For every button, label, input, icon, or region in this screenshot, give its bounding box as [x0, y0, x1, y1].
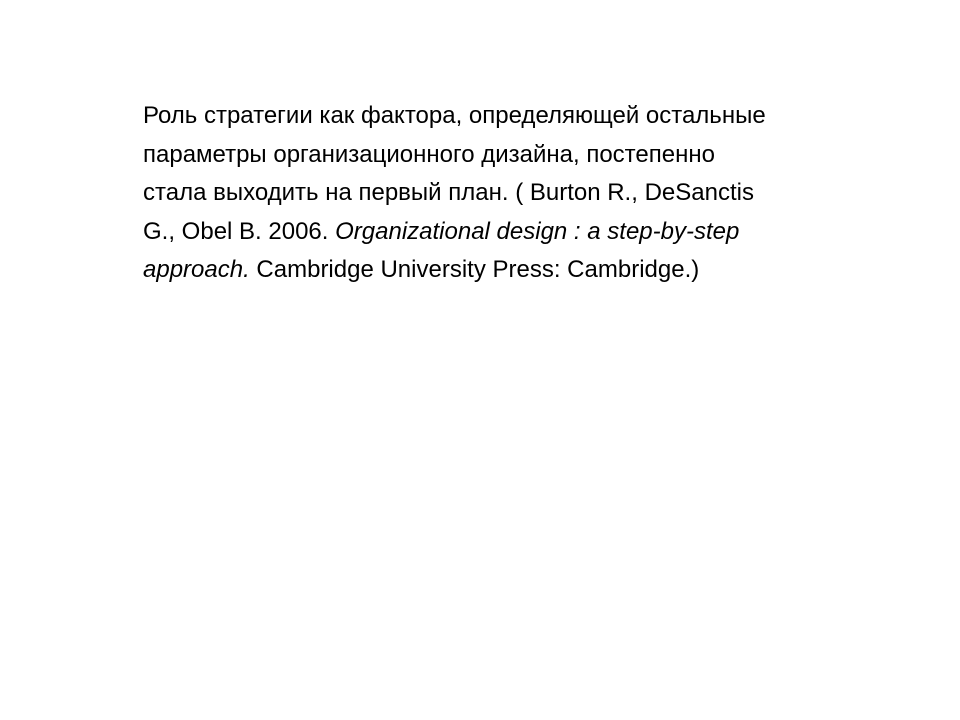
line-4-text: G., Obel B. 2006. — [143, 217, 336, 245]
publisher-text: Cambridge University Press: Cambridge.) — [249, 256, 700, 283]
book-title-part-1: Organizational design : a step-by-step — [335, 217, 740, 245]
paragraph-line-2 — [143, 136, 933, 175]
line-3-text: стала выходить на первый план. ( Burton R., DeSanctis — [143, 179, 754, 206]
citation-paragraph — [143, 97, 933, 290]
paragraph-line-5 — [143, 251, 933, 290]
paragraph-line-4 — [143, 213, 933, 252]
book-title-part-2: approach. — [143, 256, 250, 283]
paragraph-line-1 — [143, 97, 933, 136]
line-1-text: Роль стратегии как фактора, определяющей остальные — [143, 102, 766, 129]
paragraph-line-3 — [143, 174, 933, 213]
line-2-text: параметры организационного дизайна, постепенно — [143, 140, 715, 168]
